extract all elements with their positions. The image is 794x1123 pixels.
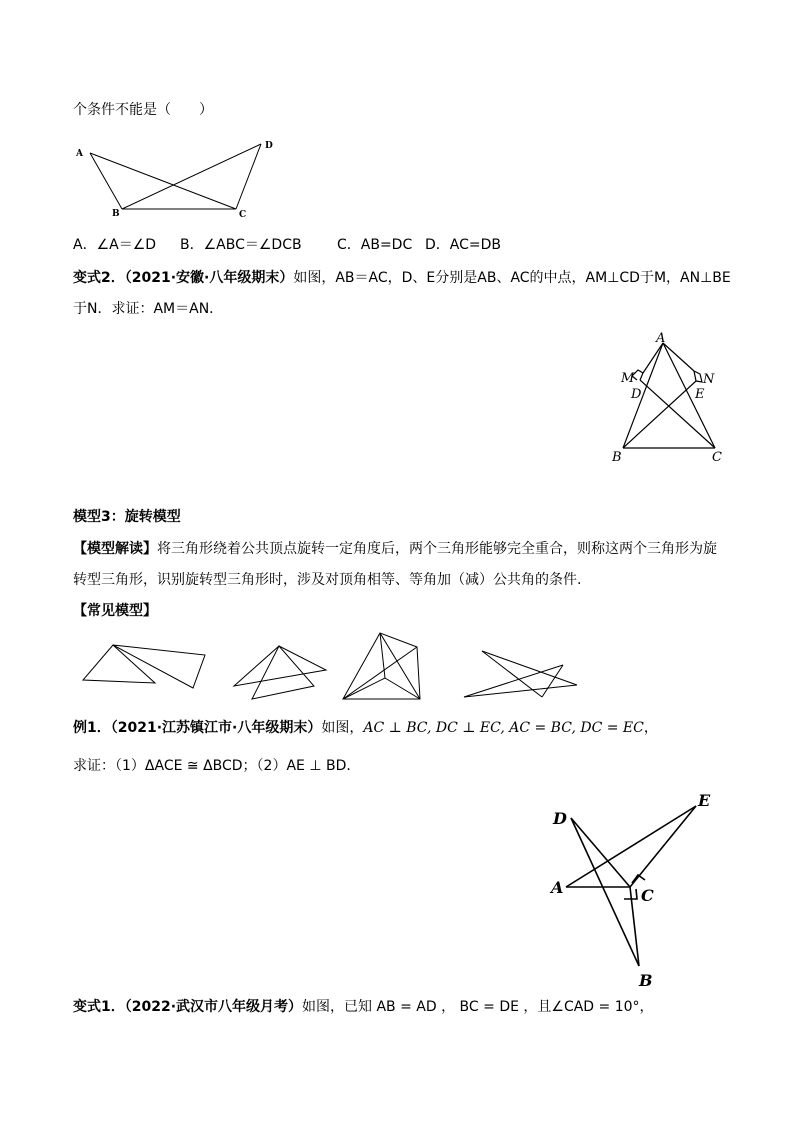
intro-line1: 将三角形绕着公共顶点旋转一定角度后，两个三角形能够完全重合，则称这两个三角形为旋 [157, 541, 717, 557]
variation1-text [73, 997, 654, 1017]
label-e: E [695, 387, 705, 402]
variation2-line2: 于N．求证：AM＝AN． [73, 301, 224, 317]
variation1-body: 如图，已知 AB = AD ， BC = DE ，且∠CAD = 10°， [302, 999, 654, 1015]
variation2-tag: 变式2．（2021·安徽·八年级期末） [73, 270, 294, 286]
example1-lead: 如图， [321, 720, 364, 736]
common-models-tag: 【常见模型】 [73, 603, 157, 619]
choice-c: C．AB=DC [337, 237, 413, 253]
label-d: D [265, 141, 273, 151]
choice-a: A．∠A＝∠D [73, 237, 157, 253]
model3-title: 模型3：旋转模型 [73, 509, 181, 525]
choice-b: B．∠ABC＝∠DCB [180, 237, 302, 253]
label-e: E [698, 791, 711, 810]
label-d: D [631, 387, 642, 402]
label-b: B [612, 450, 622, 465]
label-a: A [551, 878, 564, 897]
label-b: B [639, 971, 653, 990]
label-c: C [712, 450, 722, 465]
choice-d: D．AC=DB [425, 237, 502, 253]
intro-line2: 转型三角形，识别旋转型三角形时，涉及对顶角相等、等角加（减）公共角的条件. [73, 572, 582, 588]
example1-tag: 例1．（2021·江苏镇江市·八年级期末） [73, 720, 322, 736]
label-d: D [553, 809, 567, 828]
label-c: C [641, 886, 654, 905]
example1-tail: ， [643, 720, 658, 736]
label-n: N [703, 372, 715, 387]
example1-prove: 求证：（1）ΔACE ≅ ΔBCD；（2）AE ⊥ BD． [73, 758, 361, 774]
intro-tag: 【模型解读】 [73, 541, 157, 557]
variation2-line1: 如图，AB＝AC，D、E分别是AB、AC的中点，AM⊥CD于M，AN⊥BE [293, 270, 731, 286]
label-b: B [112, 209, 120, 219]
label-m: M [621, 371, 635, 386]
variation1-tag: 变式1．（2022·武汉市八年级月考） [73, 999, 303, 1015]
example1-conditions: AC ⊥ BC, DC ⊥ EC, AC = BC, DC = EC [363, 720, 644, 736]
label-a: A [76, 149, 83, 159]
label-a: A [656, 331, 666, 346]
label-c: C [239, 210, 247, 220]
question-continuation: 个条件不能是（ ） [73, 102, 213, 118]
